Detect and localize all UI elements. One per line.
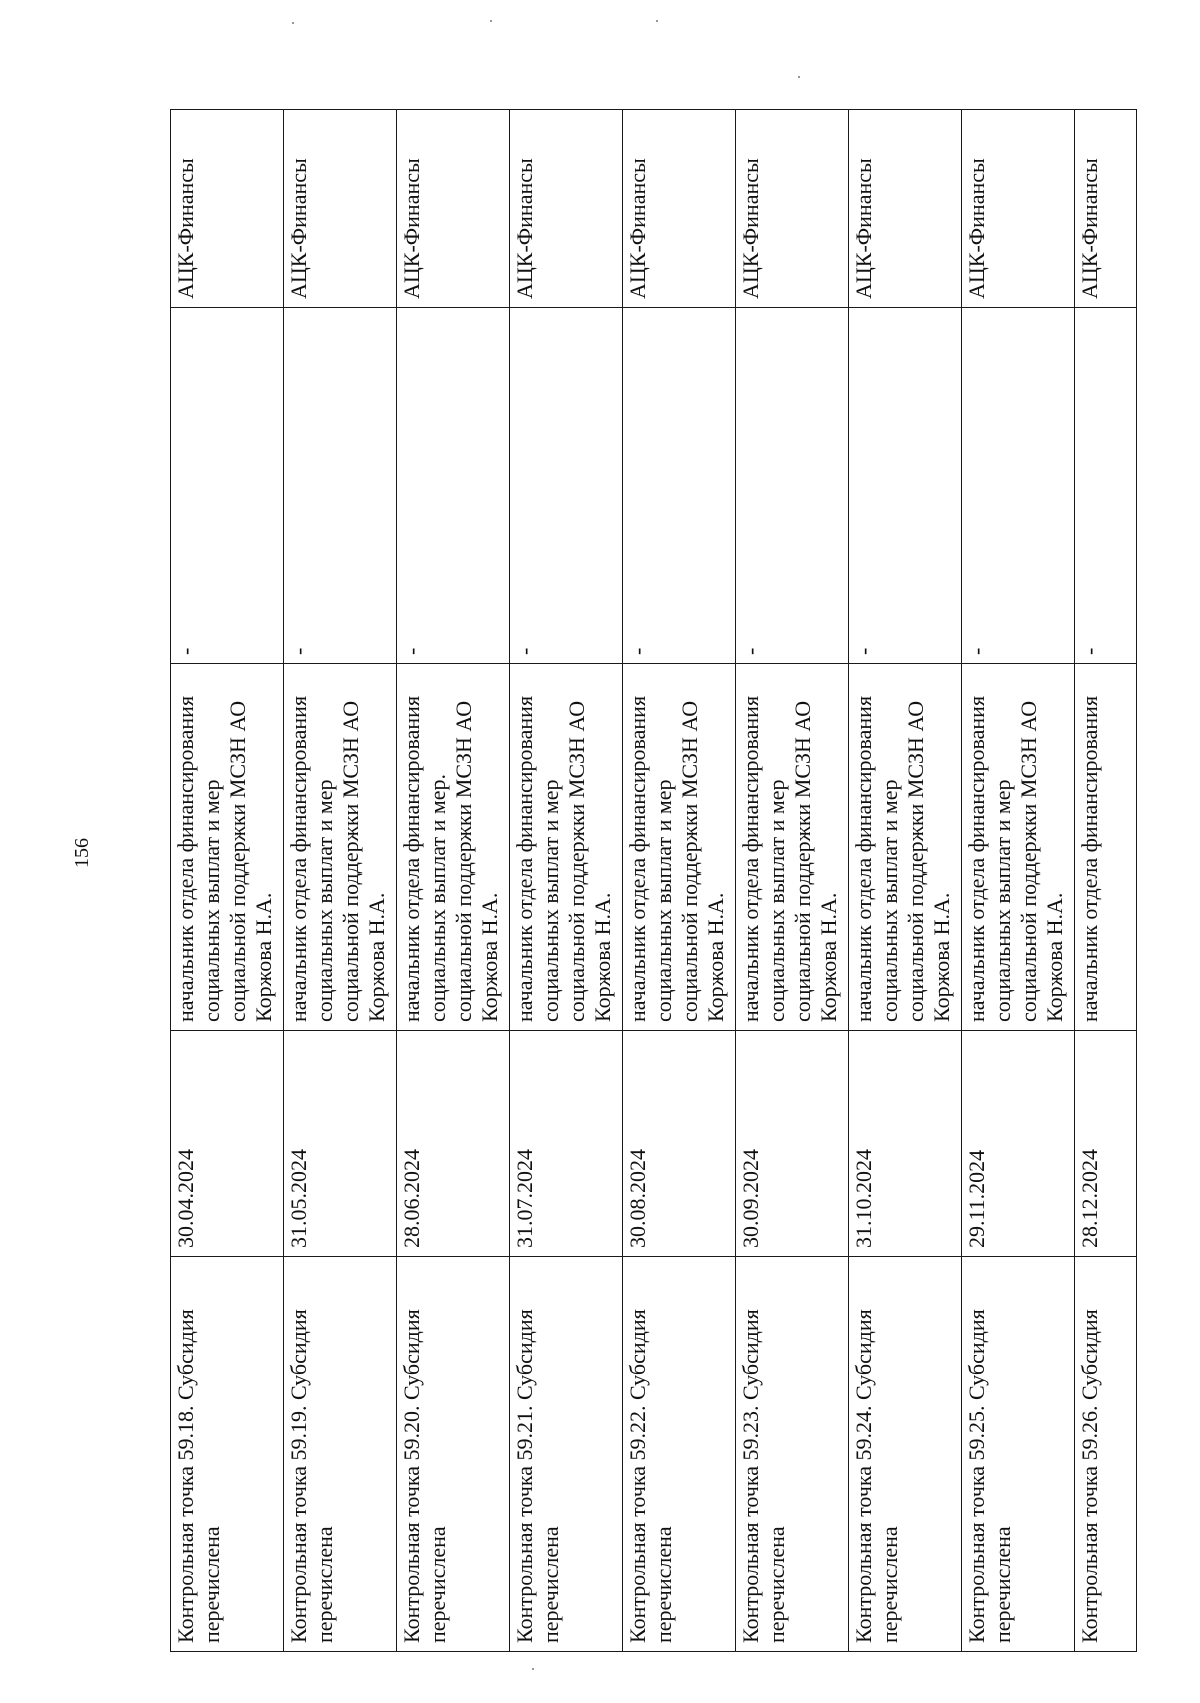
cell-control-point: Контрольная точка 59.19. Субсидия перечислена xyxy=(284,1257,397,1652)
cell-control-point: Контрольная точка 59.23. Субсидия перечислена xyxy=(736,1257,849,1652)
cell-control-point: Контрольная точка 59.22. Субсидия перечислена xyxy=(623,1257,736,1652)
table-row xyxy=(397,110,510,1652)
table-row xyxy=(962,110,1075,1652)
cell-control-point: Контрольная точка 59.20. Субсидия перечислена xyxy=(397,1257,510,1652)
scan-speck xyxy=(656,20,658,22)
cell-date: 28.12.2024 xyxy=(1075,1031,1137,1257)
cell-date: 31.05.2024 xyxy=(284,1031,397,1257)
cell-control-point: Контрольная точка 59.21. Субсидия перечислена xyxy=(510,1257,623,1652)
cell-document: - xyxy=(284,308,397,664)
cell-responsible: начальник отдела финансирования социальных выплат и мер социальной поддержки МСЗН АО Коржова Н.А. xyxy=(284,664,397,1031)
cell-responsible: начальник отдела финансирования социальных выплат и мер социальной поддержки МСЗН АО Коржова Н.А. xyxy=(623,664,736,1031)
cell-document: - xyxy=(510,308,623,664)
cell-document: - xyxy=(397,308,510,664)
scan-speck xyxy=(532,1668,534,1670)
cell-document: - xyxy=(171,308,284,664)
cell-system: АЦК-Финансы xyxy=(623,110,736,308)
cell-responsible: начальник отдела финансирования социальных выплат и мер социальной поддержки МСЗН АО Коржова Н.А. xyxy=(171,664,284,1031)
cell-responsible: начальник отдела финансирования социальных выплат и мер социальной поддержки МСЗН АО Коржова Н.А. xyxy=(849,664,962,1031)
cell-date: 31.07.2024 xyxy=(510,1031,623,1257)
cell-date: 29.11.2024 xyxy=(962,1031,1075,1257)
rotated-page xyxy=(170,110,1136,1652)
cell-date: 31.10.2024 xyxy=(849,1031,962,1257)
cell-system: АЦК-Финансы xyxy=(736,110,849,308)
table-row xyxy=(623,110,736,1652)
scan-speck xyxy=(292,22,294,24)
table-row xyxy=(171,110,284,1652)
cell-control-point: Контрольная точка 59.18. Субсидия перечислена xyxy=(171,1257,284,1652)
cell-responsible: начальник отдела финансирования социальных выплат и мер социальной поддержки МСЗН АО Коржова Н.А. xyxy=(962,664,1075,1031)
cell-date: 30.09.2024 xyxy=(736,1031,849,1257)
table-row xyxy=(849,110,962,1652)
cell-date: 30.04.2024 xyxy=(171,1031,284,1257)
cell-system: АЦК-Финансы xyxy=(962,110,1075,308)
cell-system: АЦК-Финансы xyxy=(1075,110,1137,308)
control-points-table xyxy=(170,109,1137,1652)
cell-responsible: начальник отдела финансирования социальных выплат и мер социальной поддержки МСЗН АО Коржова Н.А. xyxy=(736,664,849,1031)
cell-control-point: Контрольная точка 59.26. Субсидия xyxy=(1075,1257,1137,1652)
cell-control-point: Контрольная точка 59.25. Субсидия перечислена xyxy=(962,1257,1075,1652)
cell-document: - xyxy=(1075,308,1137,664)
cell-date: 28.06.2024 xyxy=(397,1031,510,1257)
scan-speck xyxy=(798,76,800,78)
table-row xyxy=(284,110,397,1652)
cell-document: - xyxy=(849,308,962,664)
table-row xyxy=(736,110,849,1652)
cell-responsible: начальник отдела финансирования социальных выплат и мер. социальной поддержки МСЗН АО Коржова Н.А. xyxy=(397,664,510,1031)
cell-document: - xyxy=(962,308,1075,664)
table-row xyxy=(1075,110,1137,1652)
cell-control-point: Контрольная точка 59.24. Субсидия перечислена xyxy=(849,1257,962,1652)
cell-system: АЦК-Финансы xyxy=(284,110,397,308)
cell-responsible: начальник отдела финансирования xyxy=(1075,664,1137,1031)
cell-system: АЦК-Финансы xyxy=(171,110,284,308)
page-number: 156 xyxy=(71,838,93,868)
cell-responsible: начальник отдела финансирования социальных выплат и мер социальной поддержки МСЗН АО Коржова Н.А. xyxy=(510,664,623,1031)
table-row xyxy=(510,110,623,1652)
cell-date: 30.08.2024 xyxy=(623,1031,736,1257)
cell-document: - xyxy=(623,308,736,664)
cell-system: АЦК-Финансы xyxy=(397,110,510,308)
scan-speck xyxy=(490,20,492,22)
cell-document: - xyxy=(736,308,849,664)
cell-system: АЦК-Финансы xyxy=(510,110,623,308)
cell-system: АЦК-Финансы xyxy=(849,110,962,308)
